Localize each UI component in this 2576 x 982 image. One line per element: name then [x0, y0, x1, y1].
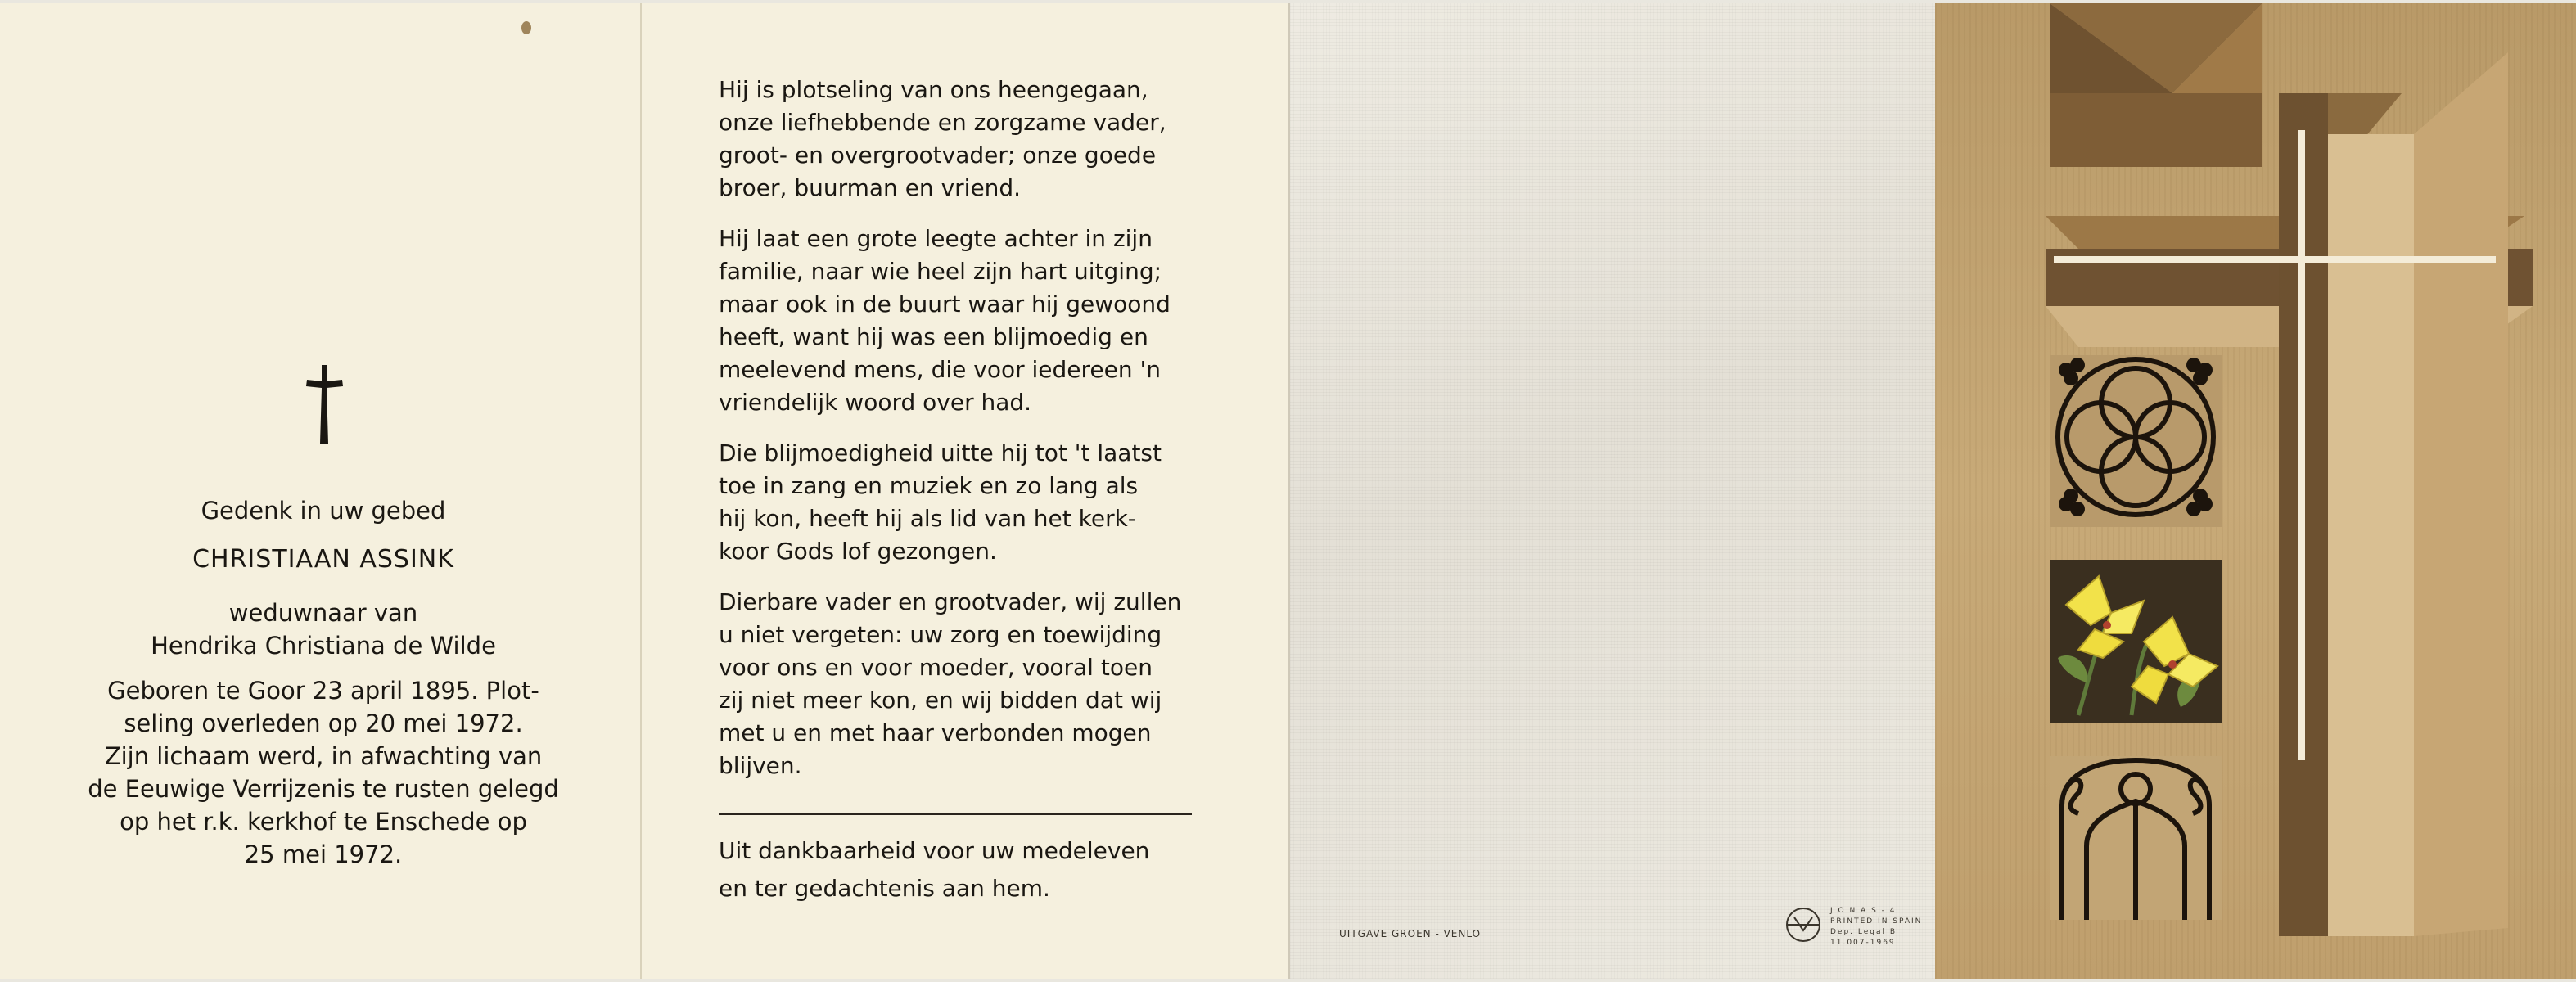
text-line: blijven. — [719, 752, 802, 779]
widower-label: weduwnaar van — [228, 599, 418, 627]
paragraph-1 — [719, 74, 1192, 205]
closing-text — [719, 832, 1192, 908]
details-line: Geboren te Goor 23 april 1895. Plot- — [107, 677, 539, 705]
text-line: hij kon, heeft hij als lid van het kerk- — [719, 505, 1136, 532]
text-line: broer, buurman en vriend. — [719, 174, 1022, 201]
card-inner-left — [0, 3, 642, 979]
spouse-name: Hendrika Christiana de Wilde — [151, 632, 496, 660]
printer-line: Dep. Legal B 11.007-1969 — [1830, 928, 1897, 947]
text-line: met u en met haar verbonden mogen — [719, 719, 1152, 746]
text-line: familie, naar wie heel zijn hart uitging; — [719, 258, 1162, 285]
text-line: Dierbare vader en grootvader, wij zullen — [719, 588, 1182, 615]
text-line: Hij laat een grote leegte achter in zijn — [719, 225, 1153, 252]
text-line: heeft, want hij was een blijmoedig en — [719, 323, 1148, 350]
text-line: meelevend mens, die voor iedereen 'n — [719, 356, 1161, 383]
printer-line: J O N A S - 4 — [1830, 907, 1897, 915]
paragraph-3 — [719, 437, 1192, 568]
text-line: voor ons en voor moeder, vooral toen — [719, 654, 1153, 681]
printer-logo-icon — [1784, 906, 1822, 944]
divider — [719, 813, 1192, 815]
text-line: vriendelijk woord over had. — [719, 389, 1032, 416]
wood-marquetry-cross — [1935, 3, 2576, 979]
paper-spot — [521, 21, 531, 34]
printer-info — [1830, 906, 1935, 948]
card-inner-right — [642, 3, 1288, 979]
text-line: en ter gedachtenis aan hem. — [719, 875, 1050, 902]
details-line: de Eeuwige Verrijzenis te rusten gelegd — [88, 775, 559, 803]
details-line: op het r.k. kerkhof te Enschede op — [120, 808, 527, 836]
text-line: onze liefhebbende en zorgzame vader, — [719, 109, 1166, 136]
text-line: zij niet meer kon, en wij bidden dat wij — [719, 687, 1162, 714]
details-line: seling overleden op 20 mei 1972. — [124, 709, 523, 737]
card-front-artwork — [1935, 3, 2576, 979]
text-line: Die blijmoedigheid uitte hij tot 't laatst — [719, 439, 1162, 466]
printer-line: PRINTED IN SPAIN — [1830, 917, 1923, 926]
text-line: groot- en overgrootvader; onze goede — [719, 142, 1157, 169]
details-line: Zijn lichaam werd, in afwachting van — [104, 742, 543, 770]
text-line: Hij is plotseling van ons heengegaan, — [719, 76, 1148, 103]
text-line: koor Gods lof gezongen. — [719, 538, 997, 565]
deceased-name: CHRISTIAAN ASSINK — [192, 545, 454, 574]
text-line: maar ook in de buurt waar hij gewoond — [719, 291, 1171, 318]
birth-death-details — [74, 674, 573, 871]
card-back — [1288, 3, 1935, 979]
text-line: u niet vergeten: uw zorg en toewijding — [719, 621, 1162, 648]
remembrance-line: Gedenk in uw gebed — [201, 497, 446, 525]
paragraph-2 — [719, 223, 1192, 419]
publisher-imprint: UITGAVE GROEN - VENLO — [1339, 928, 1482, 939]
details-line: 25 mei 1972. — [244, 840, 403, 868]
small-cross-icon — [300, 363, 349, 445]
text-line: Uit dankbaarheid voor uw medeleven — [719, 837, 1150, 864]
paragraph-4 — [719, 586, 1192, 782]
text-line: toe in zang en muziek en zo lang als — [719, 472, 1139, 499]
